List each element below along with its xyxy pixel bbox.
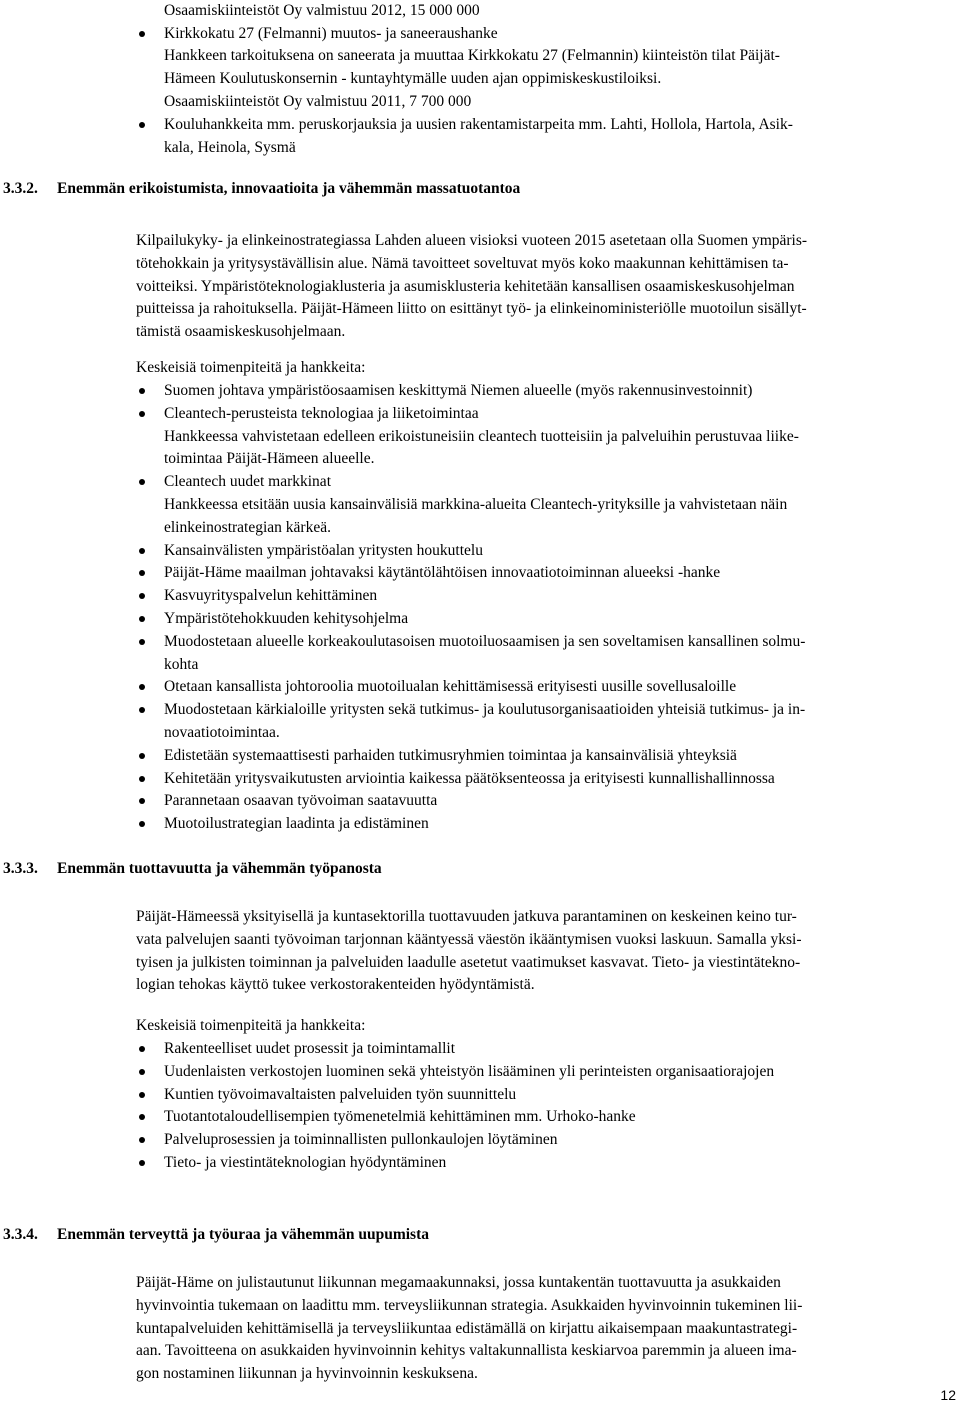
- list-item-continuation: kohta: [164, 655, 199, 673]
- list-item: Päijät-Häme maailman johtavaksi käytäntölähtöisen innovaatiotoiminnan alueeksi -hanke: [136, 562, 946, 585]
- list-item: Otetaan kansallista johtoroolia muotoilualan kehittämisessä erityisesti uusille sovellusaloille: [136, 676, 946, 699]
- list-item: Palveluprosessien ja toiminnallisten pullonkaulojen löytäminen: [136, 1129, 946, 1152]
- text-line: kala, Heinola, Sysmä: [164, 138, 296, 156]
- list-item-continuation: toimintaa Päijät-Hämeen alueelle.: [164, 450, 375, 468]
- text-line: Hämeen Koulutuskonsernin - kuntayhtymälle uuden ajan oppimiskeskustiloiksi.: [164, 69, 662, 87]
- list-item: Cleantech-perusteista teknologiaa ja liiketoimintaa: [136, 403, 946, 426]
- section-number: 3.3.3.: [3, 860, 38, 877]
- text-line: aan. Tavoitteena on asukkaiden hyvinvoinnin kehitys valtakunnallista keskiarvoa paremmin ja alueen ima-: [136, 1342, 797, 1360]
- text-line: vata palvelujen saanti työvoiman tarjonnan kääntyessä väestön ikääntymisen vuoksi laskuun. Samalla yksi-: [136, 930, 802, 948]
- text-line: Kilpailukyky- ja elinkeinostrategiassa Lahden alueen visioksi vuoteen 2015 asetetaan olla Suomen ympäris-: [136, 232, 808, 249]
- text-line: Päijät-Hämeessä yksityisellä ja kuntasektorilla tuottavuuden jatkuva parantaminen on keskeinen keino tur-: [136, 908, 797, 925]
- list-item: Edistetään systemaattisesti parhaiden tutkimusryhmien toimintaa ja kansainvälisiä yhteyksiä: [136, 745, 946, 768]
- list-item-continuation: Hankkeessa etsitään uusia kansainvälisiä markkina-alueita Cleantech-yrityksille ja vahvistetaan näin: [164, 495, 788, 513]
- list-item: Suomen johtava ympäristöosaamisen keskittymä Niemen alueelle (myös rakennusinvestoinnit): [136, 380, 946, 403]
- text-line: Päijät-Häme on julistautunut liikunnan megamaakunnaksi, jossa kuntakentän tuottavuutta ja asukkaiden: [136, 1274, 781, 1291]
- list-item: Kirkkokatu 27 (Felmanni) muutos- ja saneeraushanke: [136, 23, 946, 46]
- page-number: 12: [940, 1387, 956, 1403]
- top-bullet-list-1: [136, 23, 946, 46]
- text-line: Osaamiskiinteistöt Oy valmistuu 2011, 7 700 000: [164, 92, 472, 110]
- section-333-paragraph: [136, 906, 946, 997]
- list-item: Kasvuyrityspalvelun kehittäminen: [136, 585, 946, 608]
- list-item: Kehitetään yritysvaikutusten arviointia kaikessa päätöksenteossa ja erityisesti kunnallishallinnossa: [136, 768, 946, 791]
- list-item: Rakenteelliset uudet prosessit ja toimintamallit: [136, 1038, 946, 1061]
- text-line: puitteissa ja rahoituksella. Päijät-Hämeen liitto on esittänyt työ- ja elinkeinoministeriölle muotoilun sisällyt-: [136, 300, 807, 318]
- list-item-continuation: novaatiotoimintaa.: [164, 723, 280, 741]
- section-332-measures-label: Keskeisiä toimenpiteitä ja hankkeita:: [136, 359, 366, 376]
- list-item: [136, 114, 946, 160]
- text-line: tämistä osaamiskeskusohjelmaan.: [136, 323, 346, 341]
- section-number: 3.3.2.: [3, 180, 38, 197]
- section-number: 3.3.4.: [3, 1226, 38, 1243]
- section-334-paragraph: [136, 1272, 946, 1386]
- list-item: Muotoilustrategian laadinta ja edistäminen: [136, 813, 946, 836]
- text-line: Kouluhankkeita mm. peruskorjauksia ja uusien rakentamistarpeita mm. Lahti, Hollola, Hartola, Asik-: [164, 116, 793, 133]
- section-333-measures-label: Keskeisiä toimenpiteitä ja hankkeita:: [136, 1017, 366, 1034]
- section-heading-332: [3, 178, 520, 201]
- list-item-continuation: Hankkeessa vahvistetaan edelleen erikoistuneisiin cleantech tuotteisiin ja palveluihin perustuvaa liike-: [164, 427, 799, 445]
- list-item: Cleantech uudet markkinat: [136, 471, 946, 494]
- section-heading-333: [3, 858, 382, 881]
- text-line: hyvinvointia tukemaan on laadittu mm. terveysliikunnan strategia. Asukkaiden hyvinvoinnin tukeminen lii-: [136, 1296, 803, 1314]
- text-line: Hankkeen tarkoituksena on saneerata ja muuttaa Kirkkokatu 27 (Felmannin) kiinteistön tilat Päijät-: [164, 47, 780, 64]
- section-332-paragraph: [136, 230, 946, 344]
- list-item: Tieto- ja viestintäteknologian hyödyntäminen: [136, 1152, 946, 1175]
- section-333-measures-list: [136, 1038, 946, 1175]
- section-title: Enemmän tuottavuutta ja vähemmän työpanosta: [57, 860, 382, 877]
- section-title: Enemmän erikoistumista, innovaatioita ja vähemmän massatuotantoa: [57, 180, 521, 197]
- text-line: tötehokkain ja yritysystävällisin alue. Nämä tavoitteet soveltuvat myös koko maakunnan kehittämisen ta-: [136, 254, 789, 272]
- top-description: [164, 45, 954, 113]
- top-line-1: Osaamiskiinteistöt Oy valmistuu 2012, 15 000 000: [164, 2, 480, 19]
- text-line: voitteiksi. Ympäristöteknologiaklusteria ja asumisklusteria kehitetään kansallisen osaamiskeskusohjelman: [136, 277, 795, 295]
- section-title: Enemmän terveyttä ja työuraa ja vähemmän uupumista: [57, 1226, 429, 1243]
- section-332-measures-list: [136, 380, 946, 836]
- list-item: Uudenlaisten verkostojen luominen sekä yhteistyön lisääminen yli perinteisten organisaatiorajojen: [136, 1061, 946, 1084]
- list-item-continuation: elinkeinostrategian kärkeä.: [164, 518, 331, 536]
- list-item: Kuntien työvoimavaltaisten palveluiden työn suunnittelu: [136, 1084, 946, 1107]
- list-item: Parannetaan osaavan työvoiman saatavuutta: [136, 790, 946, 813]
- text-line: gon nostaminen liikunnan ja hyvinvoinnin keskuksena.: [136, 1365, 478, 1383]
- text-line: kuntapalveluiden kehittämisellä ja terveysliikuntaa edistämällä on kirjattu aikaisempaan maakuntastrategi-: [136, 1319, 798, 1337]
- top-bullet-list-2: [136, 114, 946, 160]
- section-heading-334: [3, 1224, 429, 1247]
- list-item: Kansainvälisten ympäristöalan yritysten houkuttelu: [136, 540, 946, 563]
- text-line: logian tehokas käyttö tukee verkostorakenteiden hyödyntämistä.: [136, 976, 535, 994]
- text-line: tyisen ja julkisten toiminnan ja palveluiden laadulle asetetut vaatimukset kasvavat. Tieto- ja viestintätekno-: [136, 953, 801, 971]
- list-item: Muodostetaan kärkialoille yritysten sekä tutkimus- ja koulutusorganisaatioiden yhteisiä tutkimus- ja in-: [136, 699, 946, 722]
- list-item: Ympäristötehokkuuden kehitysohjelma: [136, 608, 946, 631]
- list-item: Tuotantotaloudellisempien työmenetelmiä kehittäminen mm. Urhoko-hanke: [136, 1106, 946, 1129]
- list-item: Muodostetaan alueelle korkeakoulutasoisen muotoiluosaamisen ja sen soveltamisen kansallinen solmu-: [136, 631, 946, 654]
